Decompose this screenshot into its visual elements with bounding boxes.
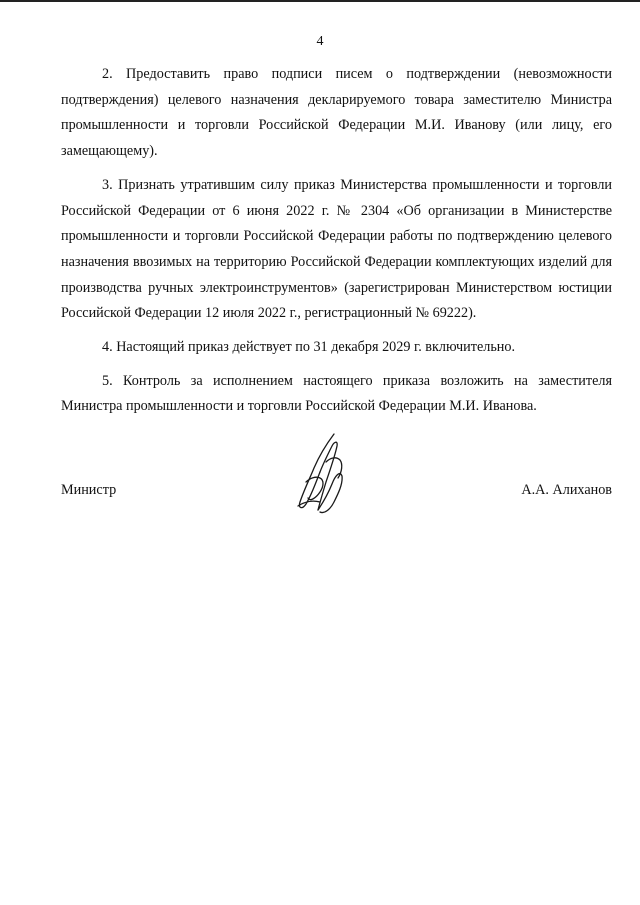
signatory-name: А.А. Алиханов [521, 482, 612, 498]
signature-block [61, 478, 612, 518]
signatory-title: Министр [61, 482, 117, 498]
paragraph-4: 4. Настоящий приказ действует по 31 декабря 2029 г. включительно. [102, 339, 516, 356]
document-body [61, 62, 612, 428]
paragraph-5: 5. Контроль за исполнением настоящего приказа возложить на заместителя Министра промышленности и торговли Российской Федерации М.И. Иванова. [61, 372, 612, 415]
paragraph-3: 3. Признать утратившим силу приказ Министерства промышленности и торговли Российской Федерации от 6 июня 2022 г. № 2304 «Об организации в Министерстве промышленности и торговли Российской Федерации работы по подтверждению целевого назначения ввозимых на территорию Российской Федерации комплектующих изделий для производства ручных электроинструментов» (зарегистрирован Министерством юстиции Российской Федерации 12 июля 2022 г., регистрационный № 69222). [61, 176, 612, 322]
page-number: 4 [316, 34, 324, 49]
paragraph-2: 2. Предоставить право подписи писем о подтверждении (невозможности подтверждения) целевого назначения декларируемого товара заместителю Министра промышленности и торговли Российской Федерации М.И. Иванову (или лицу, его замещающему). [61, 66, 612, 160]
page-top-edge [0, 0, 640, 2]
